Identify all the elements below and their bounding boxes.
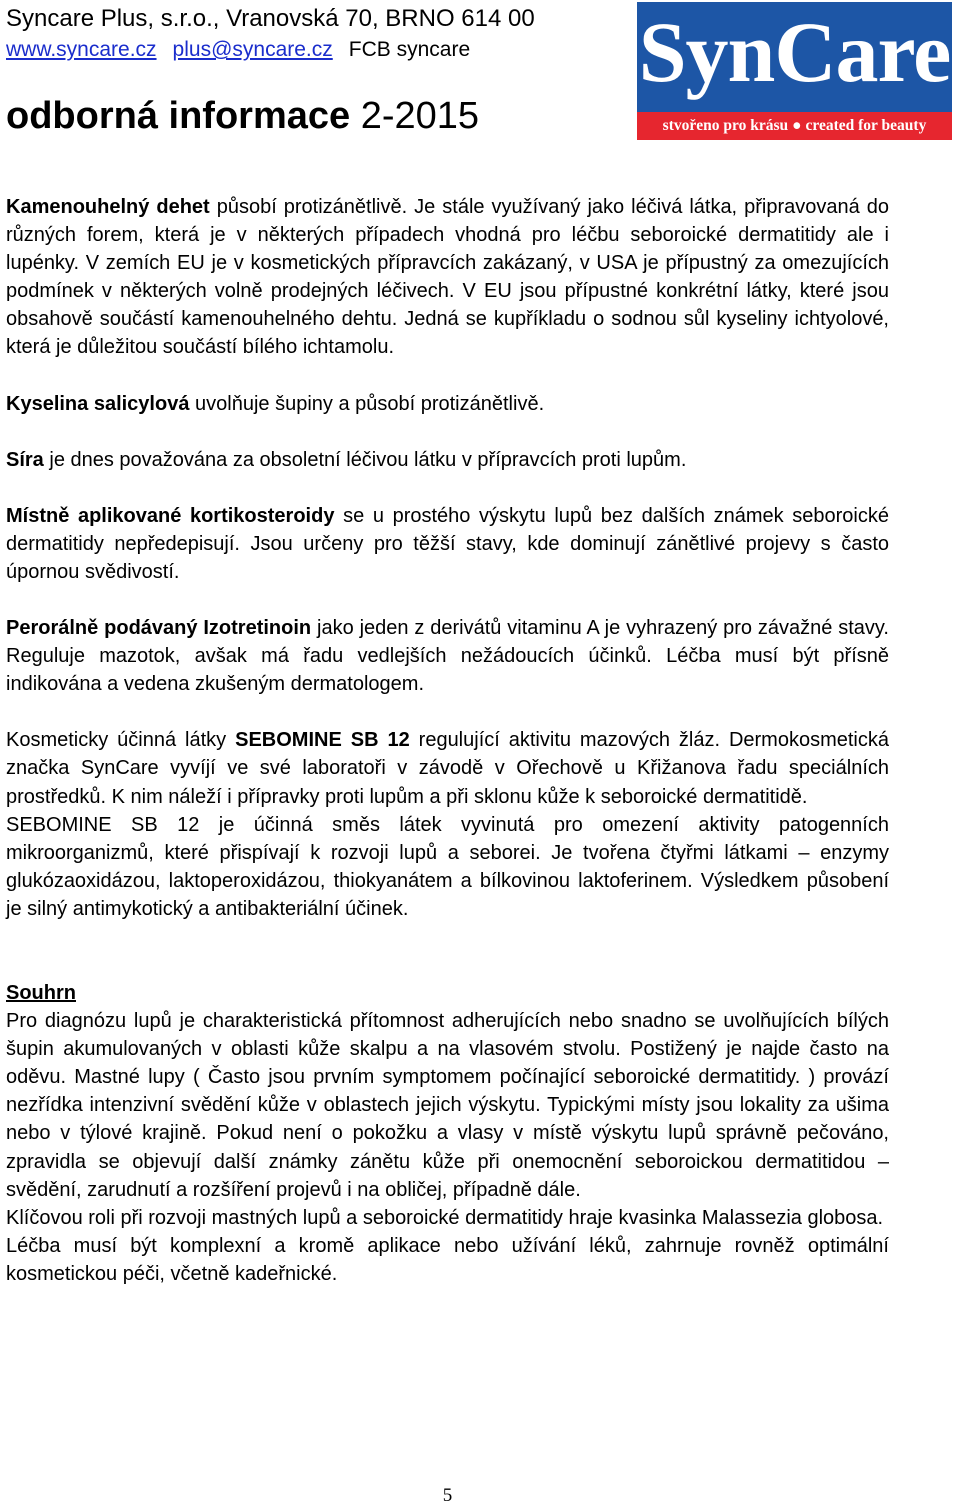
- syncare-logo: [637, 2, 952, 140]
- paragraph-salicylic: [6, 390, 889, 418]
- contact-links: [6, 35, 470, 65]
- page-number: 5: [442, 1485, 453, 1506]
- text-sulfur: je dnes považována za obsoletní léčivou látku v přípravcích proti lupům.: [43, 448, 687, 471]
- term-salicylic: Kyselina salicylová: [6, 392, 190, 415]
- term-coal-tar: Kamenouhelný dehet: [6, 196, 210, 218]
- company-address: Syncare Plus, s.r.o., Vranovská 70, BRNO 614 00: [6, 5, 535, 32]
- slogan-czech: stvořeno pro krásu: [662, 117, 789, 134]
- summary-paragraph-1: Pro diagnózu lupů je charakteristická přítomnost adherujících nebo snadno se uvolňujících bílých šupin akumulovaných v oblasti kůže skalpu a na vlasovém stvolu. Postižený je najde často na oděvu. Mastné lupy ( Často jsou prvním symptomem počínající seboroické dermatitidy. ) provází nezřídka intenzivní svědění kůže v oblastech jejich výskytu. Typickými místy jsou lokality za ušima nebo v týlové krajině. Pokud není o pokožku a vlasy v místě výskytu lupů správně pečováno, zpravidla se objevují další známky zánětu kůže při onemocnění seboroickou dermatitidou – svědění, zarudnutí a rozšíření projevů i na obličej, případně dále.: [6, 1010, 889, 1201]
- text-corticosteroids: se u prostého výskytu lupů bez dalších známek seboroické dermatitidy nepředepisují. Jsou určeny pro těžší stavy, kde dominují zánětlivé projevy s často úpornou svědivostí.: [6, 504, 889, 583]
- paragraph-sebomine-detail: SEBOMINE SB 12 je účinná směs látek vyvinutá pro omezení aktivity patogenních mikroorganizmů, které přispívají k rozvoji lupů a seborei. Je tvořena čtyřmi látkami – enzymy glukózaoxidázou, laktoperoxidázou, thiokyanátem a bílkovinou laktoferinem. Výsledkem působení je silný antimykotický a antibakteriální účinek.: [6, 813, 889, 920]
- slogan-dot-icon: ●: [792, 117, 802, 134]
- text-sebomine: regulující aktivitu mazových žláz. Dermokosmetická značka SynCare vyvíjí ve své laboratoři v závodě v Ořechově u Křižanova řadu speciálních prostředků. K nim náleží i přípravky proti lupům a při sklonu kůže k seboroické dermatitidě.: [6, 729, 889, 808]
- term-isotretinoin: Perorálně podávaný Izotretinoin: [6, 617, 312, 640]
- text-sebomine-intro: Kosmeticky účinná látky: [6, 729, 236, 752]
- article-body: [6, 193, 889, 1288]
- summary-heading: Souhrn: [6, 981, 76, 1004]
- website-link[interactable]: www.syncare.cz: [6, 38, 157, 61]
- paragraph-coal-tar: [6, 193, 889, 362]
- summary-paragraph-3: Léčba musí být komplexní a kromě aplikace nebo užívání léků, zahrnuje rovněž optimální kosmetickou péči, včetně kadeřnické.: [6, 1234, 889, 1285]
- logo-wordmark: SynCare: [638, 4, 951, 100]
- summary-paragraph-2: Klíčovou roli při rozvoji mastných lupů a seboroické dermatitidy hraje kvasinka Malassezia globosa.: [6, 1206, 884, 1229]
- slogan-english: created for beauty: [805, 117, 927, 134]
- term-corticosteroids: Místně aplikované kortikosteroidy: [6, 504, 335, 527]
- paragraph-isotretinoin: [6, 614, 889, 698]
- text-salicylic: uvolňuje šupiny a působí protizánětlivě.: [189, 392, 545, 415]
- email-link[interactable]: plus@syncare.cz: [172, 38, 333, 61]
- title-bold: odborná informace: [6, 95, 351, 137]
- document-title: [6, 92, 479, 140]
- term-sebomine: SEBOMINE SB 12: [235, 729, 410, 752]
- logo-slogan: [637, 114, 952, 138]
- paragraph-corticosteroids: [6, 502, 889, 586]
- text-coal-tar: působí protizánětlivě. Je stále využívaný jako léčivá látka, připravovaná do různých forem, která je v některých případech vhodná pro léčbu seboroické dermatitidy ale i lupénky. V zemích EU je v kosmetických přípravcích zakázaný, v USA je přípustný za omezujících podmínek v některých volně prodejných léčivech. V EU jsou přípustné konkrétní látky, které jsou obsahově součástí kamenouhelného dehtu. Jedná se kupříkladu o sodnou sůl kyseliny ichtyolové, která je důležitou součástí bílého ichtamolu.: [6, 196, 889, 359]
- title-issue: 2-2015: [350, 95, 480, 137]
- text-isotretinoin: jako jeden z derivátů vitaminu A je vyhrazený pro závažné stavy. Reguluje mazotok, avšak má řadu vedlejších nežádoucích účinků. Léčba musí být přísně indikována a vedena zkušeným dermatologem.: [6, 617, 889, 696]
- paragraph-sebomine: [6, 726, 889, 810]
- term-sulfur: Síra: [6, 448, 44, 471]
- paragraph-sulfur: [6, 446, 889, 474]
- facebook-label: FCB syncare: [348, 38, 471, 61]
